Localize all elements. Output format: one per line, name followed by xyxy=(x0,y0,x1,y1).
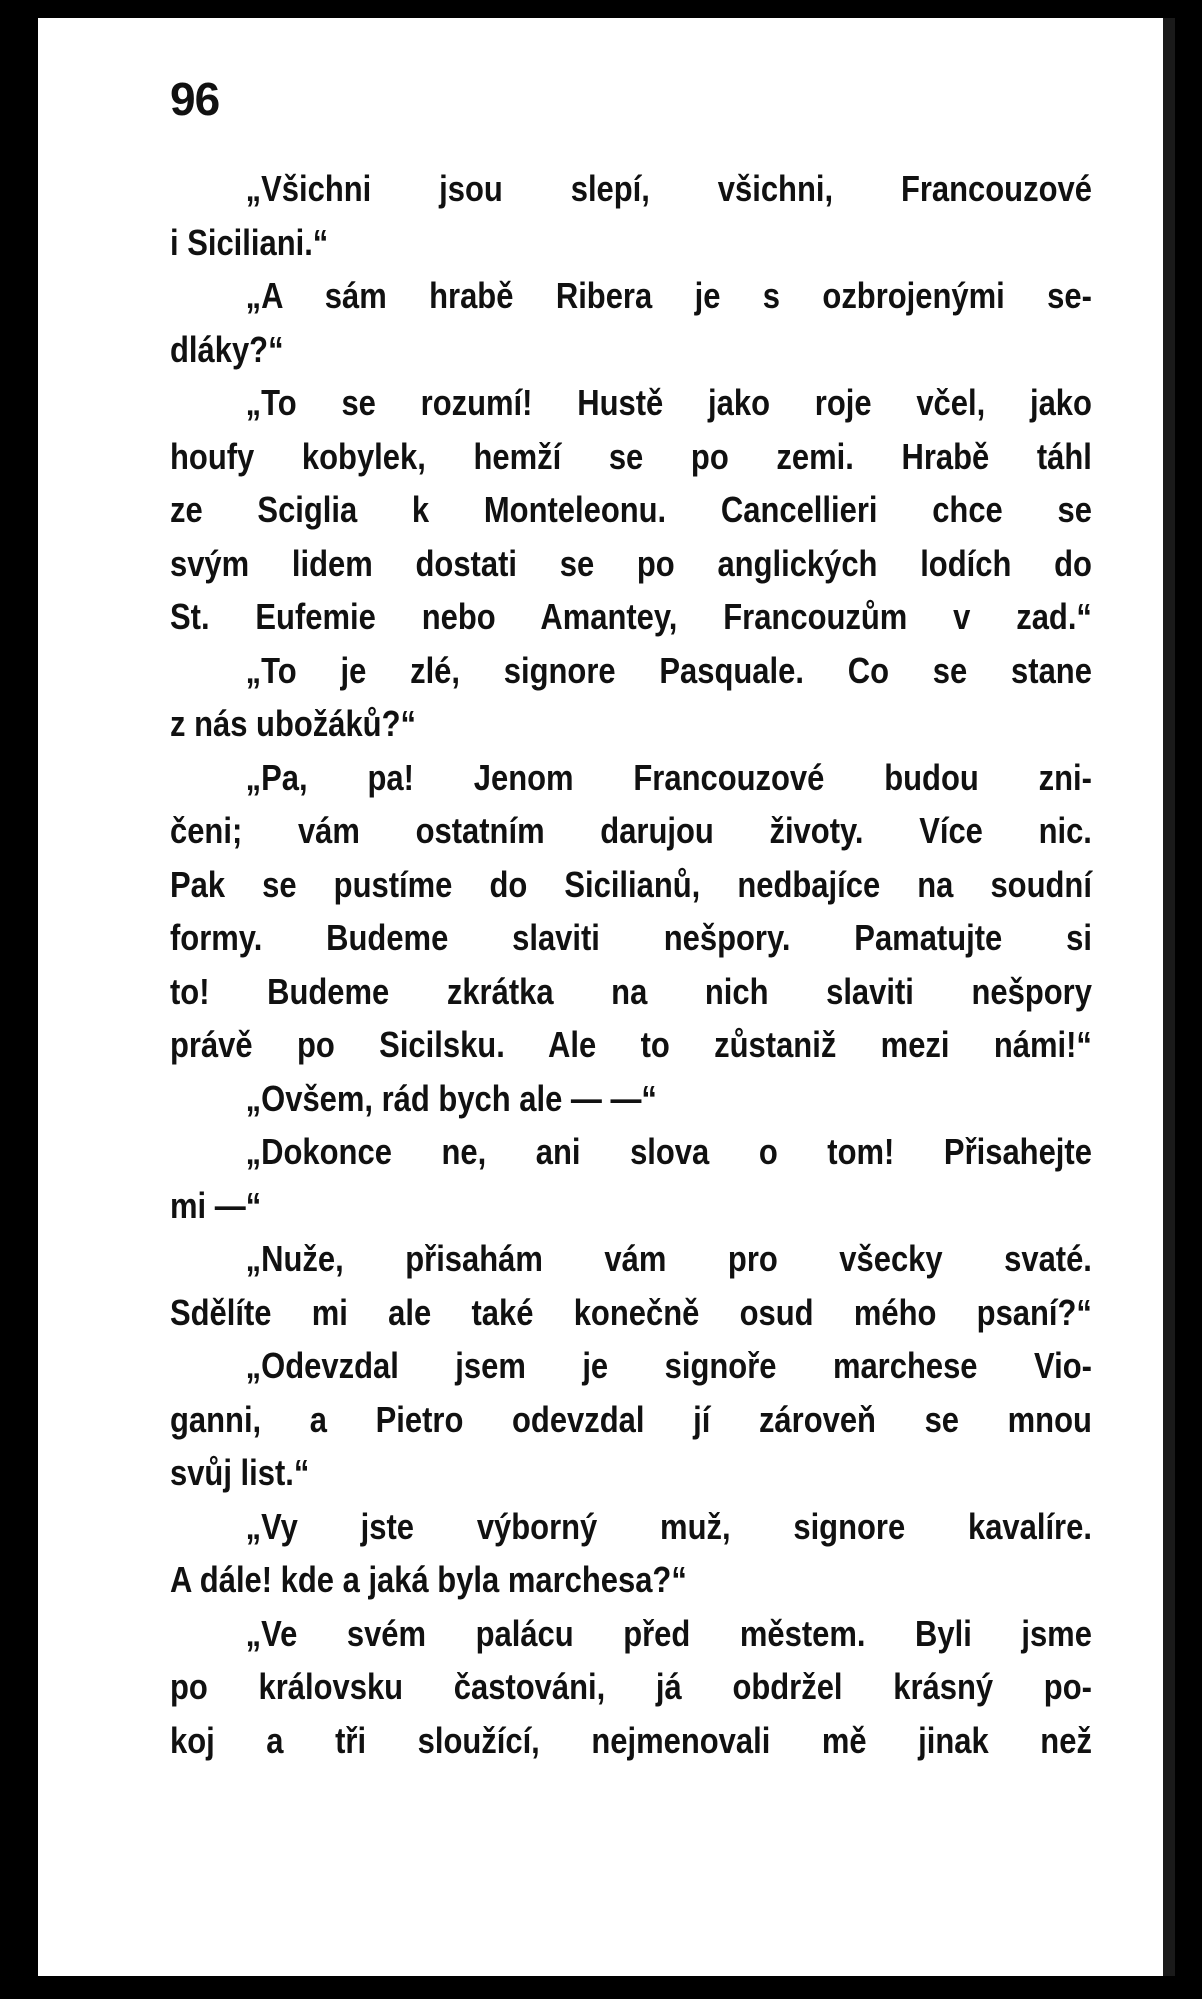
text-line: koj a tři sloužící, nejmenovali mě jinak než xyxy=(170,1719,1092,1761)
text-line: z nás ubožáků?“ xyxy=(170,703,416,744)
text-line: „A sám hrabě Ribera je s ozbrojenými se- xyxy=(245,275,1092,316)
body-text xyxy=(170,162,1092,1767)
text-line: to! Budeme zkrátka na nich slaviti nešpory xyxy=(170,970,1092,1012)
text-line: i Siciliani.“ xyxy=(170,221,329,263)
text-line: dláky?“ xyxy=(170,328,284,370)
text-line: Pak se pustíme do Sicilianů, nedbajíce na soudní xyxy=(170,863,1092,905)
text-line: houfy kobylek, hemží se po zemi. Hrabě táhl xyxy=(170,435,1092,477)
text-line: právě po Sicilsku. Ale to zůstaniž mezi námi!“ xyxy=(170,1024,1092,1065)
text-line: „Nuže, přisahám vám pro všecky svaté. xyxy=(245,1238,1092,1279)
text-line: „Ve svém palácu před městem. Byli jsme xyxy=(245,1612,1092,1654)
text-line: „Ovšem, rád bych ale — —“ xyxy=(245,1077,657,1119)
text-line: „To je zlé, signore Pasquale. Co se stane xyxy=(245,649,1092,691)
text-line: „Odevzdal jsem je signoře marchese Vio- xyxy=(245,1345,1092,1386)
text-line: „Vy jste výborný muž, signore kavalíre. xyxy=(245,1505,1092,1547)
text-line: „To se rozumí! Hustě jako roje včel, jako xyxy=(245,382,1092,423)
page-edge-shadow xyxy=(1163,18,1175,1976)
text-line: „Dokonce ne, ani slova o tom! Přisahejte xyxy=(245,1131,1092,1172)
text-line: čeni; vám ostatním darujou životy. Více nic. xyxy=(170,810,1092,851)
text-line: ze Sciglia k Monteleonu. Cancellieri chce se xyxy=(170,489,1092,530)
page-number: 96 xyxy=(170,73,220,125)
text-line: po královsku častováni, já obdržel krásný po- xyxy=(170,1666,1092,1707)
scan-border-right xyxy=(1175,0,1202,1999)
text-line: ganni, a Pietro odevzdal jí zároveň se mnou xyxy=(170,1398,1092,1440)
text-line: St. Eufemie nebo Amantey, Francouzům v zad.“ xyxy=(170,596,1092,637)
text-line: Sdělíte mi ale také konečně osud mého psaní?“ xyxy=(170,1291,1092,1333)
text-line: svůj list.“ xyxy=(170,1452,310,1493)
text-line: mi —“ xyxy=(170,1184,262,1226)
text-line: „Všichni jsou slepí, všichni, Francouzové xyxy=(245,168,1092,209)
text-line: formy. Budeme slaviti nešpory. Pamatujte si xyxy=(170,917,1092,958)
text-line: A dále! kde a jaká byla marchesa?“ xyxy=(170,1559,687,1600)
text-line: svým lidem dostati se po anglických lodích do xyxy=(170,542,1092,584)
text-line: „Pa, pa! Jenom Francouzové budou zni- xyxy=(245,756,1092,798)
